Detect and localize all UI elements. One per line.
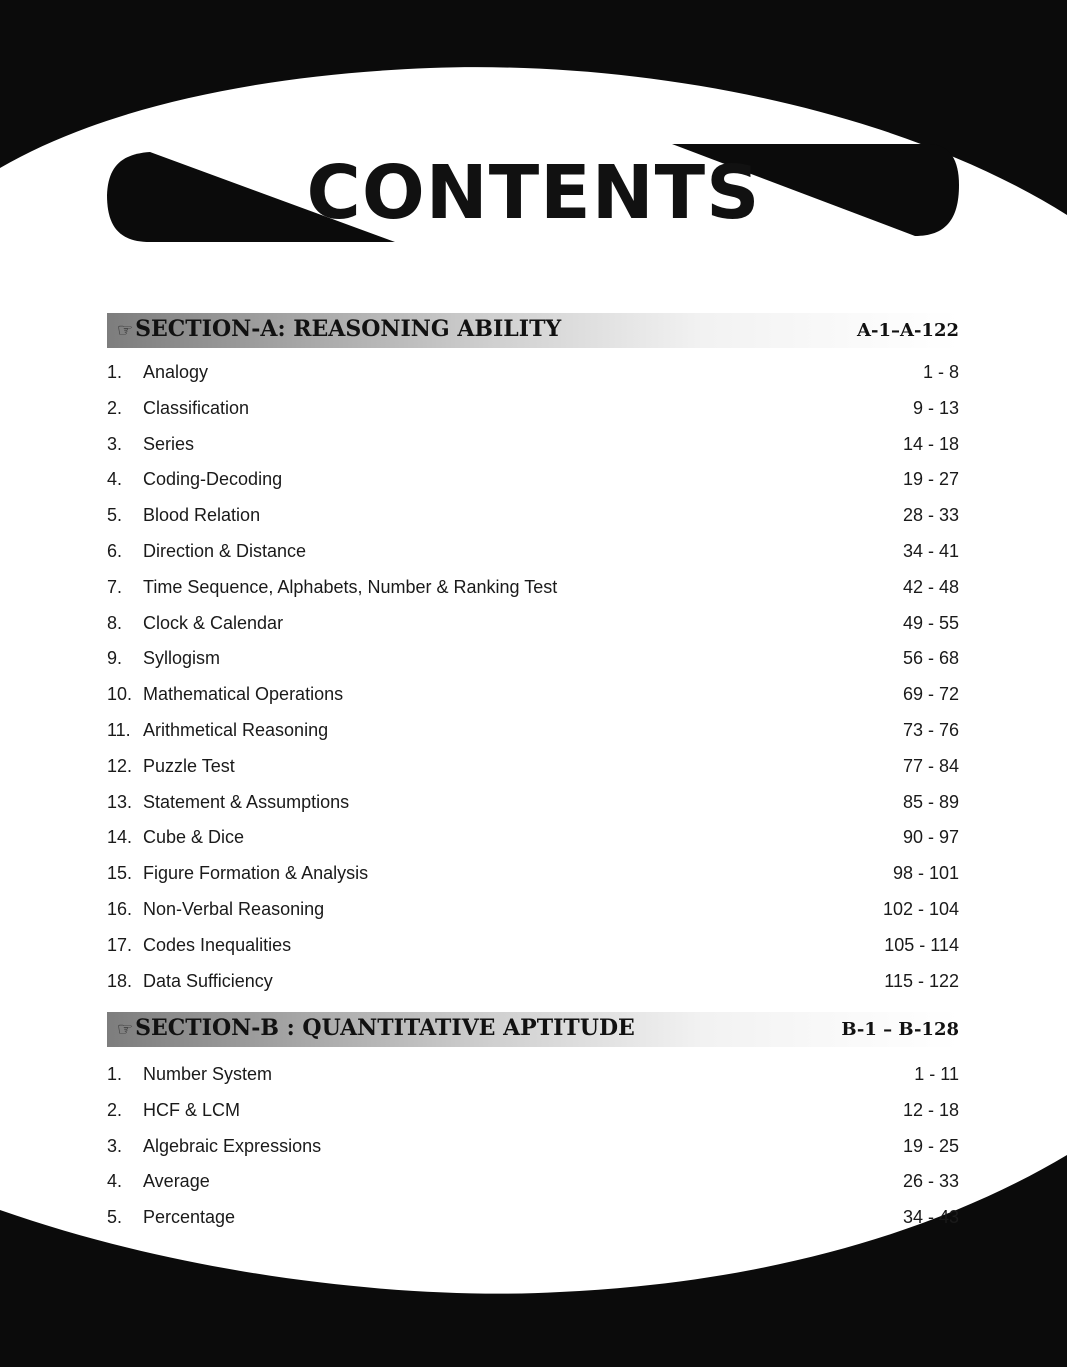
- toc-row: [107, 463, 959, 499]
- toc-row: [107, 1058, 959, 1094]
- toc-item-pages: 1 - 11: [914, 1064, 959, 1084]
- toc-item-number: 2.: [107, 1099, 123, 1120]
- toc-item-number: 4.: [107, 469, 123, 490]
- toc-item-label: Mathematical Operations: [143, 684, 344, 705]
- toc-item-label: Coding-Decoding: [143, 469, 283, 490]
- toc-item-label: Arithmetical Reasoning: [143, 719, 329, 740]
- toc-row: [107, 714, 959, 750]
- toc-item-number: 2.: [107, 397, 123, 418]
- toc-item-label: HCF & LCM: [143, 1099, 241, 1120]
- toc-item-label: Statement & Assumptions: [143, 791, 350, 812]
- toc-item-pages: 77 - 84: [902, 755, 959, 776]
- toc-row: [107, 893, 959, 929]
- toc-item-number: 5.: [107, 1207, 123, 1228]
- toc-row: [107, 1201, 959, 1237]
- toc-row: [107, 535, 959, 571]
- toc-row: [107, 678, 959, 714]
- toc-item-pages: 56 - 68: [902, 648, 959, 669]
- toc-item-number: 9.: [107, 648, 123, 669]
- toc-item-pages: 49 - 55: [902, 612, 959, 633]
- section-b-page-range: B-1 – B-128: [841, 1019, 959, 1040]
- section-a-list: [107, 356, 959, 1000]
- toc-item-pages: 73 - 76: [902, 719, 959, 740]
- toc-item-number: 10.: [107, 684, 133, 705]
- toc-row: [107, 965, 959, 1001]
- toc-item-pages: 19 - 25: [902, 1135, 959, 1156]
- toc-item-pages: 34 - 41: [902, 540, 959, 561]
- section-a-page-range: A-1–A-122: [857, 320, 959, 341]
- section-b-title-text: SECTION-B : QUANTITATIVE APTITUDE: [135, 1015, 635, 1041]
- toc-item-label: Classification: [143, 397, 250, 418]
- toc-item-label: Cube & Dice: [143, 827, 245, 848]
- toc-row: [107, 1094, 959, 1130]
- toc-item-label: Percentage: [143, 1207, 236, 1228]
- toc-item-label: Codes Inequalities: [143, 934, 292, 955]
- section-b-list: [107, 1058, 959, 1237]
- section-a-header: [107, 313, 959, 348]
- section-a-title-text: SECTION-A: REASONING ABILITY: [135, 316, 562, 342]
- toc-item-pages: 42 - 48: [902, 576, 959, 597]
- toc-item-label: Blood Relation: [143, 505, 261, 526]
- toc-row: [107, 1165, 959, 1201]
- toc-item-label: Data Sufficiency: [143, 970, 273, 991]
- toc-row: [107, 857, 959, 893]
- toc-item-number: 18.: [107, 970, 133, 991]
- toc-item-label: Syllogism: [143, 648, 221, 669]
- toc-row: [107, 571, 959, 607]
- toc-item-pages: 85 - 89: [902, 791, 959, 812]
- toc-item-number: 8.: [107, 612, 123, 633]
- toc-row: [107, 821, 959, 857]
- toc-item-number: 1.: [107, 362, 123, 382]
- toc-item-pages: 1 - 8: [922, 362, 959, 382]
- toc-item-label: Clock & Calendar: [143, 612, 284, 633]
- toc-item-label: Time Sequence, Alphabets, Number & Ranking Test: [143, 576, 558, 597]
- toc-row: [107, 642, 959, 678]
- toc-row: [107, 607, 959, 643]
- toc-item-number: 17.: [107, 934, 133, 955]
- toc-item-number: 13.: [107, 791, 133, 812]
- toc-item-number: 3.: [107, 433, 123, 454]
- toc-row: [107, 1130, 959, 1166]
- toc-row: [107, 428, 959, 464]
- toc-item-label: Algebraic Expressions: [143, 1135, 322, 1156]
- toc-item-number: 5.: [107, 505, 123, 526]
- toc-item-number: 11.: [107, 719, 131, 740]
- toc-item-number: 16.: [107, 898, 133, 919]
- section-b-header: [107, 1012, 959, 1047]
- toc-row: [107, 786, 959, 822]
- toc-item-pages: 90 - 97: [902, 827, 959, 848]
- toc-item-pages: 14 - 18: [902, 433, 959, 454]
- pointing-hand-icon: ☞: [117, 1019, 134, 1040]
- toc-item-pages: 19 - 27: [902, 469, 959, 490]
- section-a-title: [117, 316, 561, 342]
- toc-item-label: Series: [143, 433, 195, 454]
- toc-item-number: 4.: [107, 1171, 123, 1192]
- toc-item-number: 1.: [107, 1064, 123, 1084]
- toc-item-number: 15.: [107, 863, 133, 884]
- toc-item-label: Figure Formation & Analysis: [143, 863, 369, 884]
- toc-item-label: Average: [143, 1171, 210, 1192]
- toc-row: [107, 929, 959, 965]
- toc-item-pages: 26 - 33: [902, 1171, 959, 1192]
- toc-item-label: Direction & Distance: [143, 540, 307, 561]
- toc-item-number: 12.: [107, 755, 133, 776]
- toc-item-label: Non-Verbal Reasoning: [143, 898, 325, 919]
- toc-item-pages: 12 - 18: [902, 1099, 959, 1120]
- toc-item-pages: 28 - 33: [902, 505, 959, 526]
- toc-item-pages: 98 - 101: [892, 863, 959, 884]
- toc-item-label: Puzzle Test: [143, 755, 235, 776]
- page-title: CONTENTS: [306, 150, 761, 236]
- toc-item-pages: 9 - 13: [912, 397, 959, 418]
- toc-item-number: 3.: [107, 1135, 123, 1156]
- toc-item-pages: 105 - 114: [884, 934, 959, 955]
- toc-item-label: Number System: [143, 1064, 273, 1084]
- toc-item-label: Analogy: [143, 362, 209, 382]
- toc-row: [107, 750, 959, 786]
- pointing-hand-icon: ☞: [117, 320, 134, 341]
- toc-row: [107, 356, 959, 392]
- toc-item-pages: 34 - 43: [902, 1207, 959, 1228]
- toc-item-number: 14.: [107, 827, 133, 848]
- toc-row: [107, 499, 959, 535]
- toc-item-pages: 69 - 72: [902, 684, 959, 705]
- section-b-title: [117, 1015, 635, 1041]
- toc-item-number: 7.: [107, 576, 123, 597]
- toc-item-pages: 102 - 104: [882, 898, 959, 919]
- toc-item-number: 6.: [107, 540, 123, 561]
- toc-item-pages: 115 - 122: [884, 970, 959, 991]
- toc-row: [107, 392, 959, 428]
